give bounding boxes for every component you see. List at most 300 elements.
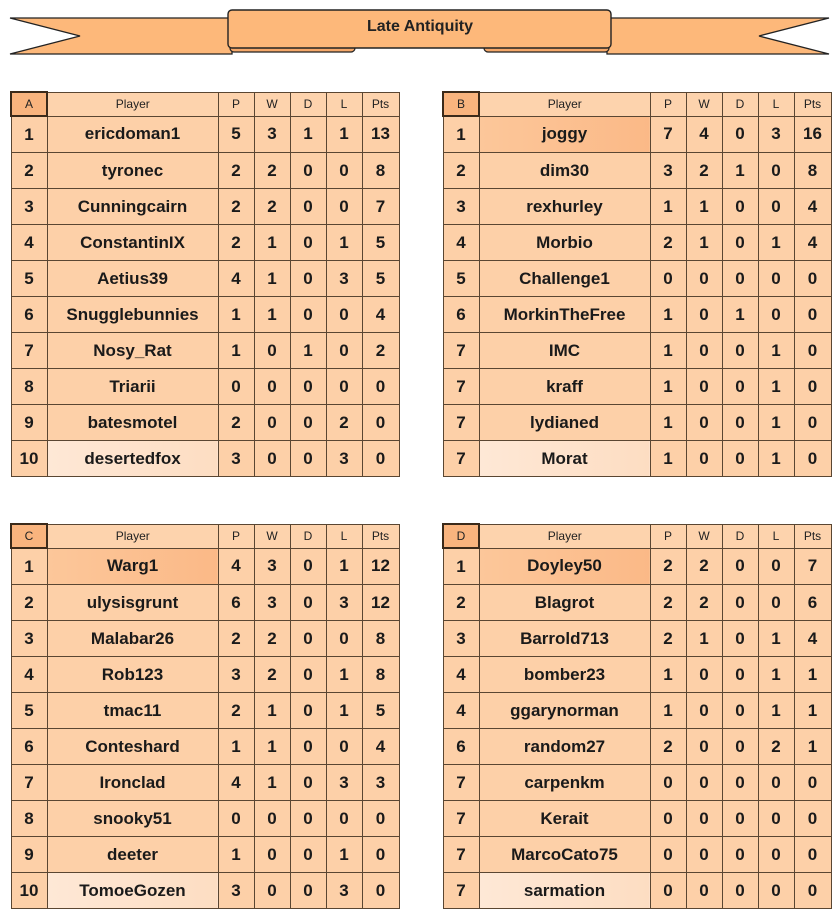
player-name: Warg1: [47, 548, 218, 585]
group-a-table: [10, 91, 400, 477]
stat-d: 0: [290, 261, 326, 297]
stat-l: 1: [758, 441, 794, 477]
stat-l: 1: [326, 116, 362, 153]
stat-pts: 1: [794, 657, 831, 693]
player-name: Blagrot: [479, 585, 650, 621]
stat-w: 1: [254, 729, 290, 765]
stat-l: 1: [758, 621, 794, 657]
player-name: Barrold713: [479, 621, 650, 657]
stat-w: 2: [254, 657, 290, 693]
stat-p: 0: [650, 801, 686, 837]
stat-l: 0: [758, 548, 794, 585]
stat-d: 0: [290, 441, 326, 477]
stat-w: 0: [686, 405, 722, 441]
player-name: ericdoman1: [47, 116, 218, 153]
column-header-l: L: [326, 524, 362, 548]
stat-w: 1: [686, 621, 722, 657]
stat-pos: 7: [443, 873, 479, 909]
table-row: [11, 225, 399, 261]
stat-p: 1: [218, 333, 254, 369]
stat-p: 1: [650, 693, 686, 729]
stat-d: 0: [722, 225, 758, 261]
group-b-table: [442, 91, 832, 477]
stat-w: 3: [254, 548, 290, 585]
stat-l: 1: [326, 657, 362, 693]
stat-w: 2: [686, 548, 722, 585]
stat-l: 3: [326, 765, 362, 801]
stat-p: 2: [650, 585, 686, 621]
stat-d: 0: [722, 657, 758, 693]
stat-p: 4: [218, 261, 254, 297]
player-name: Doyley50: [479, 548, 650, 585]
stat-pos: 10: [11, 873, 47, 909]
column-header-player: Player: [47, 92, 218, 116]
stat-w: 2: [254, 153, 290, 189]
stat-w: 0: [254, 801, 290, 837]
stat-pos: 5: [11, 693, 47, 729]
player-name: desertedfox: [47, 441, 218, 477]
stat-d: 0: [722, 189, 758, 225]
stat-d: 1: [290, 333, 326, 369]
player-name: batesmotel: [47, 405, 218, 441]
player-name: Kerait: [479, 801, 650, 837]
stat-l: 0: [758, 801, 794, 837]
stat-pos: 9: [11, 837, 47, 873]
stat-pos: 1: [443, 116, 479, 153]
table-row: [11, 801, 399, 837]
table-row: [443, 801, 831, 837]
stat-pts: 8: [362, 621, 399, 657]
stat-l: 1: [758, 693, 794, 729]
stat-d: 0: [290, 548, 326, 585]
table-row: [443, 369, 831, 405]
column-header-p: P: [218, 524, 254, 548]
stat-d: 0: [290, 585, 326, 621]
table-row: [443, 729, 831, 765]
group-c-table: [10, 523, 400, 909]
stat-p: 6: [218, 585, 254, 621]
stat-l: 3: [326, 261, 362, 297]
stat-p: 0: [650, 837, 686, 873]
column-header-p: P: [650, 92, 686, 116]
group-d-table: [442, 523, 832, 909]
table-header-row: [11, 92, 399, 116]
stat-p: 2: [218, 153, 254, 189]
column-header-d: D: [290, 524, 326, 548]
stat-pos: 7: [443, 369, 479, 405]
table-row: [443, 153, 831, 189]
stat-l: 3: [326, 441, 362, 477]
stat-p: 0: [218, 801, 254, 837]
stat-l: 1: [326, 693, 362, 729]
stat-d: 0: [722, 765, 758, 801]
stat-w: 2: [254, 621, 290, 657]
table-row: [11, 621, 399, 657]
column-header-w: W: [254, 92, 290, 116]
stat-pts: 4: [794, 225, 831, 261]
player-name: Rob123: [47, 657, 218, 693]
stat-l: 1: [758, 405, 794, 441]
stat-l: 2: [758, 729, 794, 765]
column-header-w: W: [686, 92, 722, 116]
stat-d: 0: [722, 116, 758, 153]
player-name: random27: [479, 729, 650, 765]
table-row: [443, 261, 831, 297]
stat-pos: 7: [443, 333, 479, 369]
stat-l: 0: [758, 837, 794, 873]
stat-pos: 4: [11, 225, 47, 261]
player-name: Challenge1: [479, 261, 650, 297]
stat-w: 0: [686, 801, 722, 837]
stat-w: 0: [686, 765, 722, 801]
player-name: deeter: [47, 837, 218, 873]
player-name: dim30: [479, 153, 650, 189]
stat-l: 0: [326, 189, 362, 225]
stat-w: 1: [686, 225, 722, 261]
stat-pts: 4: [362, 729, 399, 765]
stat-pts: 0: [362, 837, 399, 873]
stat-l: 3: [326, 873, 362, 909]
stat-w: 0: [686, 657, 722, 693]
stat-l: 1: [758, 657, 794, 693]
stat-pts: 12: [362, 585, 399, 621]
player-name: sarmation: [479, 873, 650, 909]
player-name: carpenkm: [479, 765, 650, 801]
stat-l: 1: [326, 548, 362, 585]
stat-w: 1: [254, 261, 290, 297]
table-row: [443, 621, 831, 657]
player-name: Snugglebunnies: [47, 297, 218, 333]
table-header-row: [443, 524, 831, 548]
stat-p: 1: [650, 369, 686, 405]
stat-pts: 0: [794, 765, 831, 801]
column-header-d: D: [722, 92, 758, 116]
stat-p: 1: [650, 657, 686, 693]
stat-pts: 5: [362, 225, 399, 261]
table-row: [11, 405, 399, 441]
table-row: [443, 585, 831, 621]
stat-l: 0: [758, 189, 794, 225]
stat-pts: 8: [362, 657, 399, 693]
stat-d: 0: [290, 693, 326, 729]
stat-d: 0: [722, 333, 758, 369]
stat-w: 1: [254, 693, 290, 729]
player-name: rexhurley: [479, 189, 650, 225]
table-row: [11, 765, 399, 801]
stat-l: 0: [326, 729, 362, 765]
table-row: [11, 837, 399, 873]
table-row: [443, 693, 831, 729]
stat-d: 1: [722, 153, 758, 189]
stat-pos: 2: [11, 153, 47, 189]
stat-pos: 3: [443, 189, 479, 225]
stat-pts: 0: [794, 405, 831, 441]
stat-w: 0: [686, 837, 722, 873]
group-label: B: [443, 92, 479, 116]
stat-d: 0: [722, 405, 758, 441]
group-label: D: [443, 524, 479, 548]
stat-pts: 0: [794, 333, 831, 369]
stat-pos: 3: [11, 621, 47, 657]
stat-pos: 3: [443, 621, 479, 657]
stat-pos: 5: [443, 261, 479, 297]
stat-d: 0: [722, 585, 758, 621]
column-header-w: W: [254, 524, 290, 548]
stat-pts: 5: [362, 261, 399, 297]
stat-w: 0: [254, 333, 290, 369]
stat-pos: 7: [11, 765, 47, 801]
table-row: [443, 837, 831, 873]
stat-p: 1: [650, 189, 686, 225]
stat-w: 0: [686, 729, 722, 765]
player-name: IMC: [479, 333, 650, 369]
stat-pos: 2: [11, 585, 47, 621]
table-header-row: [11, 524, 399, 548]
stat-d: 0: [290, 621, 326, 657]
stat-l: 0: [758, 153, 794, 189]
stat-p: 0: [218, 369, 254, 405]
stat-d: 1: [722, 297, 758, 333]
stat-w: 0: [686, 441, 722, 477]
stat-l: 0: [326, 621, 362, 657]
table-row: [11, 441, 399, 477]
stat-l: 0: [758, 261, 794, 297]
stat-p: 3: [650, 153, 686, 189]
player-name: bomber23: [479, 657, 650, 693]
table-row: [11, 585, 399, 621]
table-row: [11, 333, 399, 369]
column-header-p: P: [218, 92, 254, 116]
player-name: Cunningcairn: [47, 189, 218, 225]
stat-p: 1: [218, 729, 254, 765]
stat-pts: 4: [362, 297, 399, 333]
stat-d: 0: [722, 837, 758, 873]
group-label: C: [11, 524, 47, 548]
player-name: kraff: [479, 369, 650, 405]
stat-p: 4: [218, 548, 254, 585]
stat-d: 0: [290, 225, 326, 261]
table-row: [11, 116, 399, 153]
stat-p: 3: [218, 657, 254, 693]
stat-pts: 2: [362, 333, 399, 369]
stat-w: 0: [686, 693, 722, 729]
stat-p: 2: [218, 225, 254, 261]
player-name: lydianed: [479, 405, 650, 441]
stat-p: 1: [650, 297, 686, 333]
stat-pos: 4: [443, 657, 479, 693]
stat-w: 4: [686, 116, 722, 153]
table-row: [443, 405, 831, 441]
player-name: tyronec: [47, 153, 218, 189]
stat-d: 0: [290, 873, 326, 909]
table-row: [443, 441, 831, 477]
stat-l: 3: [758, 116, 794, 153]
stat-pts: 0: [794, 369, 831, 405]
stat-pos: 5: [11, 261, 47, 297]
table-row: [443, 548, 831, 585]
stat-pts: 0: [794, 801, 831, 837]
column-header-pts: Pts: [362, 92, 399, 116]
stat-d: 1: [290, 116, 326, 153]
player-name: MorkinTheFree: [479, 297, 650, 333]
table-row: [11, 729, 399, 765]
stat-pos: 6: [443, 297, 479, 333]
stat-d: 0: [722, 693, 758, 729]
table-row: [443, 873, 831, 909]
stat-p: 0: [650, 261, 686, 297]
stat-pts: 6: [794, 585, 831, 621]
player-name: ConstantinIX: [47, 225, 218, 261]
stat-pts: 3: [362, 765, 399, 801]
table-row: [443, 765, 831, 801]
stat-pos: 9: [11, 405, 47, 441]
player-name: MarcoCato75: [479, 837, 650, 873]
stat-d: 0: [722, 369, 758, 405]
stat-pts: 7: [362, 189, 399, 225]
player-name: Morat: [479, 441, 650, 477]
column-header-p: P: [650, 524, 686, 548]
stat-pos: 7: [11, 333, 47, 369]
stat-p: 2: [218, 621, 254, 657]
table-row: [11, 548, 399, 585]
column-header-pts: Pts: [362, 524, 399, 548]
stat-w: 0: [686, 261, 722, 297]
stat-p: 3: [218, 873, 254, 909]
stat-pts: 13: [362, 116, 399, 153]
player-name: TomoeGozen: [47, 873, 218, 909]
column-header-pts: Pts: [794, 92, 831, 116]
player-name: Nosy_Rat: [47, 333, 218, 369]
stat-l: 1: [758, 369, 794, 405]
stat-d: 0: [722, 873, 758, 909]
stat-pos: 1: [443, 548, 479, 585]
stat-l: 0: [758, 297, 794, 333]
stat-w: 0: [254, 441, 290, 477]
stat-p: 2: [218, 189, 254, 225]
stat-pos: 4: [443, 693, 479, 729]
stat-pts: 0: [794, 261, 831, 297]
stat-p: 2: [650, 548, 686, 585]
stat-w: 1: [254, 297, 290, 333]
stat-pts: 4: [794, 189, 831, 225]
stat-l: 0: [326, 333, 362, 369]
stat-d: 0: [290, 657, 326, 693]
player-name: Ironclad: [47, 765, 218, 801]
column-header-player: Player: [479, 524, 650, 548]
stat-p: 3: [218, 441, 254, 477]
stat-pos: 7: [443, 405, 479, 441]
player-name: snooky51: [47, 801, 218, 837]
stat-w: 0: [686, 297, 722, 333]
stat-pts: 0: [794, 297, 831, 333]
stat-pts: 16: [794, 116, 831, 153]
stat-w: 2: [686, 585, 722, 621]
column-header-l: L: [758, 524, 794, 548]
stat-pts: 0: [362, 873, 399, 909]
stat-l: 1: [326, 837, 362, 873]
stat-w: 1: [254, 225, 290, 261]
stat-pts: 8: [362, 153, 399, 189]
stat-w: 1: [254, 765, 290, 801]
stat-d: 0: [290, 153, 326, 189]
stat-d: 0: [290, 297, 326, 333]
stat-pts: 0: [362, 801, 399, 837]
player-name: Triarii: [47, 369, 218, 405]
stat-w: 3: [254, 585, 290, 621]
stat-pts: 7: [794, 548, 831, 585]
table-row: [11, 693, 399, 729]
stat-p: 4: [218, 765, 254, 801]
stat-d: 0: [290, 801, 326, 837]
stat-w: 2: [686, 153, 722, 189]
player-name: ulysisgrunt: [47, 585, 218, 621]
stat-p: 2: [650, 729, 686, 765]
stat-p: 0: [650, 873, 686, 909]
player-name: joggy: [479, 116, 650, 153]
stat-d: 0: [722, 261, 758, 297]
column-header-player: Player: [479, 92, 650, 116]
group-label: A: [11, 92, 47, 116]
stat-w: 0: [254, 405, 290, 441]
stat-d: 0: [722, 441, 758, 477]
stat-d: 0: [290, 369, 326, 405]
stat-w: 3: [254, 116, 290, 153]
stat-pts: 0: [794, 873, 831, 909]
stat-pos: 4: [11, 657, 47, 693]
stat-pts: 0: [362, 441, 399, 477]
column-header-w: W: [686, 524, 722, 548]
table-row: [11, 657, 399, 693]
stat-pos: 3: [11, 189, 47, 225]
stat-pos: 1: [11, 116, 47, 153]
stat-p: 2: [218, 405, 254, 441]
stat-pts: 8: [794, 153, 831, 189]
stat-p: 7: [650, 116, 686, 153]
stat-pos: 6: [11, 297, 47, 333]
player-name: tmac11: [47, 693, 218, 729]
stat-l: 0: [758, 873, 794, 909]
stat-pos: 7: [443, 441, 479, 477]
stat-w: 1: [686, 189, 722, 225]
stat-d: 0: [290, 189, 326, 225]
stat-d: 0: [722, 621, 758, 657]
column-header-pts: Pts: [794, 524, 831, 548]
stat-pts: 0: [794, 837, 831, 873]
table-row: [443, 657, 831, 693]
stat-pts: 1: [794, 693, 831, 729]
player-name: Conteshard: [47, 729, 218, 765]
stat-l: 0: [326, 369, 362, 405]
stat-p: 2: [650, 225, 686, 261]
table-header-row: [443, 92, 831, 116]
stat-l: 1: [758, 225, 794, 261]
stat-w: 0: [686, 873, 722, 909]
column-header-player: Player: [47, 524, 218, 548]
table-row: [443, 225, 831, 261]
stat-pos: 6: [11, 729, 47, 765]
stat-l: 0: [758, 765, 794, 801]
stat-d: 0: [290, 765, 326, 801]
stat-p: 2: [650, 621, 686, 657]
stat-pts: 5: [362, 693, 399, 729]
table-row: [443, 333, 831, 369]
stat-pos: 7: [443, 765, 479, 801]
stat-d: 0: [290, 405, 326, 441]
table-row: [11, 261, 399, 297]
stat-l: 0: [326, 297, 362, 333]
stat-l: 1: [758, 333, 794, 369]
stat-d: 0: [722, 729, 758, 765]
